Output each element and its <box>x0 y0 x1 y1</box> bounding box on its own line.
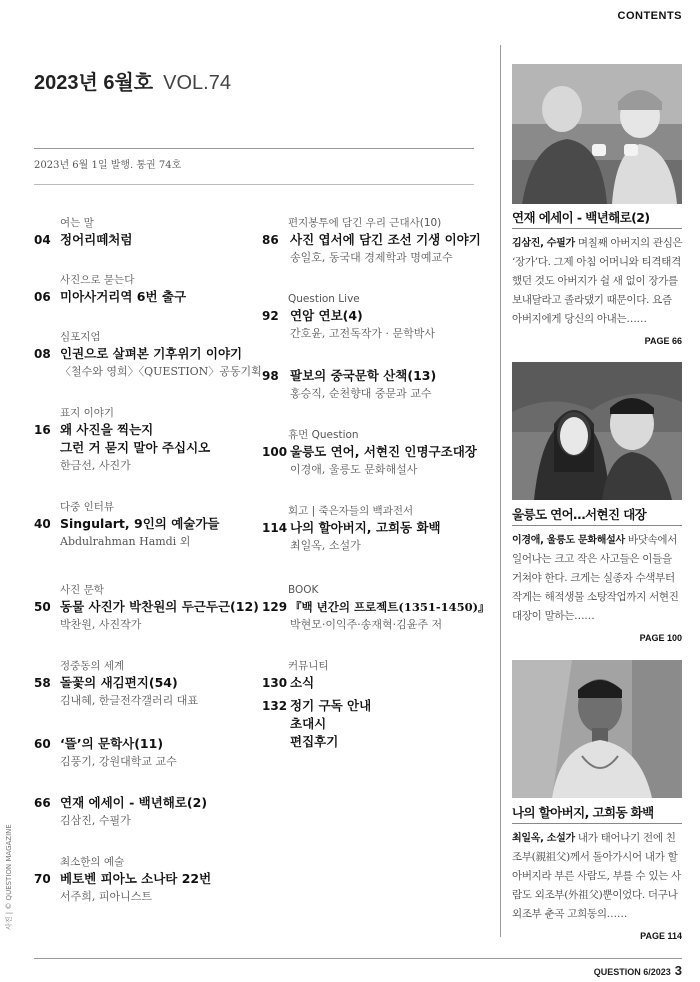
photo-credit: 사진 | © QUESTION MAGAZINE <box>5 824 13 930</box>
toc-title: 소식 <box>290 675 315 690</box>
toc-entry[interactable] <box>262 367 436 402</box>
toc-category: 최소한의 예술 <box>60 856 125 868</box>
toc-author: 김풍기, 강원대학교 교수 <box>60 755 177 768</box>
toc-category: 표지 이야기 <box>60 407 115 419</box>
toc-title: 돌꽃의 새김편지(54) <box>60 675 178 690</box>
toc-title: 정어리떼처럼 <box>60 232 133 247</box>
toc-page-number: 66 <box>34 796 51 810</box>
toc-entry[interactable] <box>262 216 481 266</box>
toc-entry[interactable] <box>34 583 259 633</box>
toc-page-number: 132 <box>262 699 288 713</box>
toc-author: 서주희, 피아니스트 <box>60 890 153 903</box>
toc-page-number: 50 <box>34 600 51 614</box>
toc-title: 연암 연보(4) <box>290 308 363 323</box>
feature-excerpt <box>512 234 684 329</box>
toc-category: 커뮤니티 <box>288 660 329 672</box>
toc-title: 동물 사진가 박찬원의 두근두근(12) <box>60 599 259 614</box>
feature-byline: 이경애, 울릉도 문화해설사 <box>512 535 625 546</box>
toc-page-number: 114 <box>262 521 288 535</box>
divider <box>512 823 682 824</box>
toc-page-number: 130 <box>262 676 288 690</box>
toc-page-number: 129 <box>262 600 288 614</box>
toc-author: 송일호, 동국대 경제학과 명예교수 <box>290 251 453 264</box>
toc-entry[interactable] <box>34 273 186 306</box>
feature-excerpt-text: 내가 태어나기 전에 친조부(親祖父)께서 돌아가시어 내가 할아버지라 부른 사람도, 부를 수 있는 사람도 외조부(外祖父)뿐이었다. 더구나 외조부 춘곡 고희동의…… <box>512 832 681 920</box>
toc-page-number: 60 <box>34 737 51 751</box>
toc-author: 김삼진, 수필가 <box>60 814 131 827</box>
toc-title: 베토벤 피아노 소나타 22번 <box>60 871 212 886</box>
toc-category: 편지봉투에 담긴 우리 근대사(10) <box>288 217 442 229</box>
toc-author: 한금선, 사진가 <box>60 459 131 472</box>
toc-author: 박찬원, 사진작가 <box>60 618 142 631</box>
toc-title: 미아사거리역 6번 출구 <box>60 289 187 304</box>
toc-author: Abdulrahman Hamdi 외 <box>60 535 191 548</box>
toc-entry[interactable] <box>262 583 490 633</box>
toc-category: 다중 인터뷰 <box>60 501 115 513</box>
feature-photo-selfie <box>512 362 682 500</box>
issue-volume: VOL.74 <box>163 72 231 94</box>
toc-category: 여는 말 <box>60 217 94 229</box>
toc-category: 휴먼 Question <box>288 429 359 441</box>
toc-page-number: 70 <box>34 872 51 886</box>
toc-page-number: 86 <box>262 233 279 247</box>
toc-title-extra: 초대시 <box>290 716 327 731</box>
divider <box>512 228 682 229</box>
toc-author: 〈철수와 영희〉〈QUESTION〉공동기획 <box>60 365 262 378</box>
feature-excerpt <box>512 531 684 626</box>
toc-title: 울릉도 연어, 서현진 인명구조대장 <box>290 444 477 459</box>
toc-title: 정기 구독 안내 <box>290 698 372 713</box>
toc-category: 사진 문학 <box>60 584 104 596</box>
toc-entry[interactable] <box>34 330 262 380</box>
toc-category: 사진으로 묻는다 <box>60 274 135 286</box>
toc-title-extra: 편집후기 <box>290 734 339 749</box>
publication-info: 2023년 6월 1일 발행. 통권 74호 <box>34 160 182 171</box>
toc-entry[interactable] <box>262 428 477 478</box>
toc-title: Singulart, 9인의 예술가들 <box>60 516 220 531</box>
toc-page-number: 100 <box>262 445 288 459</box>
toc-page-number: 58 <box>34 676 51 690</box>
toc-entry[interactable] <box>34 659 198 709</box>
toc-entry[interactable] <box>262 504 441 554</box>
toc-entry[interactable] <box>262 292 435 342</box>
feature-excerpt <box>512 829 684 924</box>
page-footer <box>594 963 682 978</box>
feature-page-ref[interactable]: PAGE 114 <box>640 931 682 941</box>
toc-page-number: 06 <box>34 290 51 304</box>
toc-entry[interactable] <box>34 216 132 249</box>
toc-author: 최일옥, 소설가 <box>290 539 361 552</box>
divider <box>34 184 474 185</box>
feature-excerpt-text: 바닷속에서 일어나는 크고 작은 사고들은 이들을 거쳐야 한다. 크게는 실종자 수색부터 작게는 해적생물 소탕작업까지 서현진 대장이 말하는…… <box>512 534 679 622</box>
toc-title-continued: 그런 거 묻지 말아 주십시오 <box>60 440 211 455</box>
issue-title <box>34 66 231 95</box>
toc-entry[interactable] <box>34 406 210 474</box>
toc-entry[interactable] <box>34 855 211 905</box>
feature-photo-portrait <box>512 660 682 798</box>
feature-heading[interactable]: 울릉도 연어…서현진 대장 <box>512 507 647 522</box>
divider <box>34 148 474 149</box>
toc-title: 『백 년간의 프로젝트(1351-1450)』 <box>290 600 490 614</box>
toc-entry[interactable] <box>34 735 177 770</box>
toc-author: 홍승직, 순천향대 중문과 교수 <box>290 387 432 400</box>
toc-title: 연재 에세이 - 백년해로(2) <box>60 795 208 810</box>
footer-label: QUESTION 6/2023 <box>593 967 671 977</box>
feature-excerpt-text: 며칠째 아버지의 관심은 ‘장가’다. 그제 아침 어머니와 티격태격했던 것도 아버지가 쉴 새 없이 장가를 보내달라고 졸라댔기 때문이다. 요즘 아버지에게 당신의 아내는…… <box>512 237 683 325</box>
toc-entry[interactable] <box>34 500 220 550</box>
feature-heading[interactable]: 나의 할아버지, 고희동 화백 <box>512 805 654 820</box>
toc-page-number: 16 <box>34 423 51 437</box>
toc-page-number: 40 <box>34 517 51 531</box>
toc-author: 박현모·이익주·송재혁·김윤주 저 <box>290 618 443 631</box>
toc-title: 팔보의 중국문학 산책(13) <box>290 368 437 383</box>
toc-title: 왜 사진을 찍는지 <box>60 422 154 437</box>
feature-byline: 김삼진, 수필가 <box>512 238 575 249</box>
divider <box>34 958 682 959</box>
toc-page-number: 98 <box>262 369 279 383</box>
feature-byline: 최일옥, 소설가 <box>512 833 575 844</box>
feature-page-ref[interactable]: PAGE 100 <box>639 633 682 643</box>
toc-author: 이경애, 울릉도 문화해설사 <box>290 463 418 476</box>
issue-date: 2023년 6월호 <box>34 72 154 94</box>
toc-title: ‘뜰’의 문학사(11) <box>60 736 164 751</box>
toc-category: BOOK <box>288 584 319 596</box>
column-divider <box>500 45 501 937</box>
toc-author: 김내혜, 한글전각갤러리 대표 <box>60 694 199 707</box>
toc-entry[interactable] <box>262 697 371 751</box>
toc-title: 인권으로 살펴본 기후위기 이야기 <box>60 346 243 361</box>
toc-category: 정중동의 세계 <box>60 660 125 672</box>
contents-label: CONTENTS <box>617 10 682 22</box>
toc-category: 심포지엄 <box>60 331 101 343</box>
feature-heading[interactable]: 연재 에세이 - 백년해로(2) <box>512 210 650 225</box>
toc-title: 사진 엽서에 담긴 조선 기생 이야기 <box>290 232 481 247</box>
divider <box>512 525 682 526</box>
toc-category: 회고 | 죽은자들의 백과전서 <box>288 505 414 517</box>
toc-author: 간호윤, 고전독작가 · 문학박사 <box>290 327 435 340</box>
feature-page-ref[interactable]: PAGE 66 <box>644 336 682 346</box>
page-number: 3 <box>674 963 682 978</box>
toc-page-number: 08 <box>34 347 51 361</box>
toc-entry[interactable] <box>34 794 207 829</box>
toc-entry[interactable] <box>262 659 329 692</box>
toc-page-number: 04 <box>34 233 51 247</box>
toc-category: Question Live <box>288 293 360 305</box>
toc-page-number: 92 <box>262 309 279 323</box>
feature-photo-elderly-couple <box>512 64 682 204</box>
toc-title: 나의 할아버지, 고희동 화백 <box>290 520 441 535</box>
